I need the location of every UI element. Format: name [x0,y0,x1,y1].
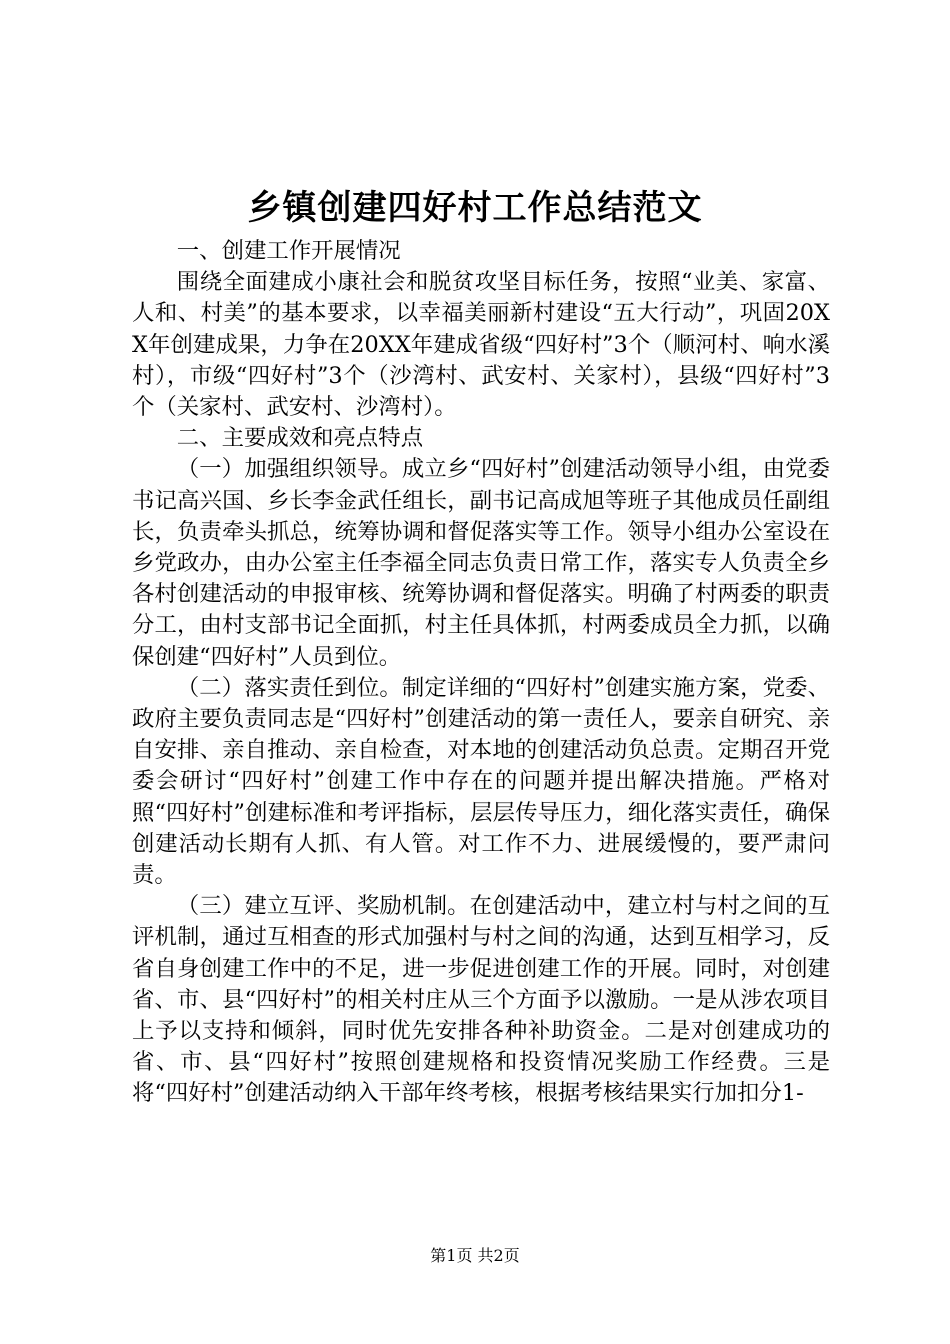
paragraph-4: （三）建立互评、奖励机制。在创建活动中，建立村与村之间的互评机制，通过互相查的形式加强村与村之间的沟通，达到互相学习，反省自身创建工作中的不足，进一步促进创建工作的开展。同时，对创建省、市、县“四好村”的相关村庄从三个方面予以激励。一是从涉农项目上予以支持和倾斜，同时优先安排各种补助资金。二是对创建成功的省、市、县“四好村”按照创建规格和投资情况奖励工作经费。三是将“四好村”创建活动纳入干部年终考核，根据考核结果实行加扣分1- [132,893,830,1107]
paragraph-3: （二）落实责任到位。制定详细的“四好村”创建实施方案，党委、政府主要负责同志是“四好村”创建活动的第一责任人，要亲自研究、亲自安排、亲自推动、亲自检查，对本地的创建活动负总责。定期召开党委会研讨“四好村”创建工作中存在的问题并提出解决措施。严格对照“四好村”创建标准和考评指标，层层传导压力，细化落实责任，确保创建活动长期有人抓、有人管。对工作不力、进展缓慢的，要严肃问责。 [132,674,830,889]
section-heading-1: 一、创建工作开展情况 [176,238,401,264]
page-title: 乡镇创建四好村工作总结范文 [247,188,703,228]
document-body [132,236,830,1110]
paragraph-2: （一）加强组织领导。成立乡“四好村”创建活动领导小组，由党委书记高兴国、乡长李金武任组长，副书记高成旭等班子其他成员任副组长，负责牵头抓总，统筹协调和督促落实等工作。领导小组办公室设在乡党政办，由办公室主任李福全同志负责日常工作，落实专人负责全乡各村创建活动的申报审核、统筹协调和督促落实。明确了村两委的职责分工，由村支部书记全面抓，村主任具体抓，村两委成员全力抓，以确保创建“四好村”人员到位。 [132,456,830,670]
page-number: 第1页 共2页 [430,1246,520,1265]
paragraph-1: 围绕全面建成小康社会和脱贫攻坚目标任务，按照“业美、家富、人和、村美”的基本要求，以幸福美丽新村建设“五大行动”，巩固20XX年创建成果，力争在20XX年建成省级“四好村”3个（顺河村、响水溪村），市级“四好村”3个（沙湾村、武安村、关家村），县级“四好村”3个（关家村、武安村、沙湾村）。 [132,269,830,421]
section-heading-2: 二、主要成效和亮点特点 [176,425,424,452]
